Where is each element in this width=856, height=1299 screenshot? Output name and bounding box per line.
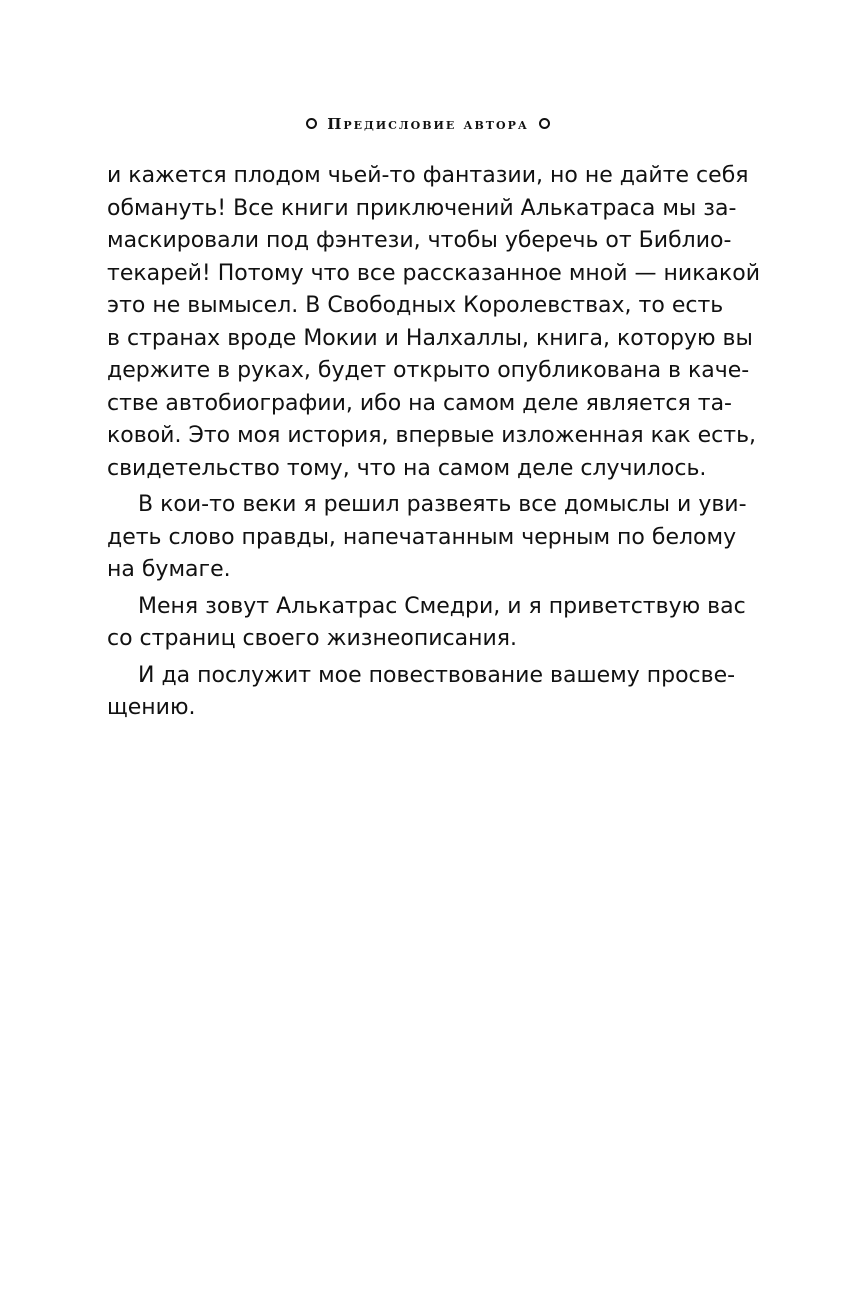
paragraph (107, 489, 747, 587)
text-line: стве автобиографии, ибо на самом деле является та- (107, 390, 732, 416)
text-line: щению. (107, 695, 196, 720)
text-line: И да послужит мое повествование вашему просве- (138, 662, 736, 688)
running-head (0, 110, 856, 137)
text-line: Меня зовут Алькатрас Смедри, и я приветствую вас (138, 593, 746, 619)
text-line: и кажется плодом чьей-то фантазии, но не дайте себя (107, 163, 749, 188)
text-line: на бумаге. (107, 557, 231, 582)
text-line: это не вымысел. В Свободных Королевствах, то есть (107, 293, 724, 318)
text-line: деть слово правды, напечатанным черным по белому (107, 524, 737, 550)
running-head-title: Предисловие автора (327, 115, 529, 133)
text-line: В кои-то веки я решил развеять все домыслы и уви- (138, 492, 747, 517)
ornament-circle-icon (539, 118, 550, 129)
body-text (107, 160, 761, 725)
text-line: текарей! Потому что все рассказанное мной — никакой (107, 260, 761, 286)
ornament-circle-icon (306, 118, 317, 129)
text-line: со страниц своего жизнеописания. (107, 626, 517, 651)
text-line: свидетельство тому, что на самом деле случилось. (107, 455, 707, 481)
paragraph (107, 160, 761, 485)
paragraph (107, 591, 746, 656)
text-line: ковой. Это моя история, впервые изложенная как есть, (107, 423, 757, 448)
text-line: в странах вроде Мокии и Налхаллы, книга, которую вы (107, 325, 753, 351)
paragraph (107, 660, 736, 725)
text-line: маскировали под фэнтези, чтобы уберечь от Библио- (107, 228, 732, 253)
text-line: держите в руках, будет открыто опубликована в каче- (107, 358, 750, 383)
text-line: обмануть! Все книги приключений Алькатраса мы за- (107, 195, 737, 221)
